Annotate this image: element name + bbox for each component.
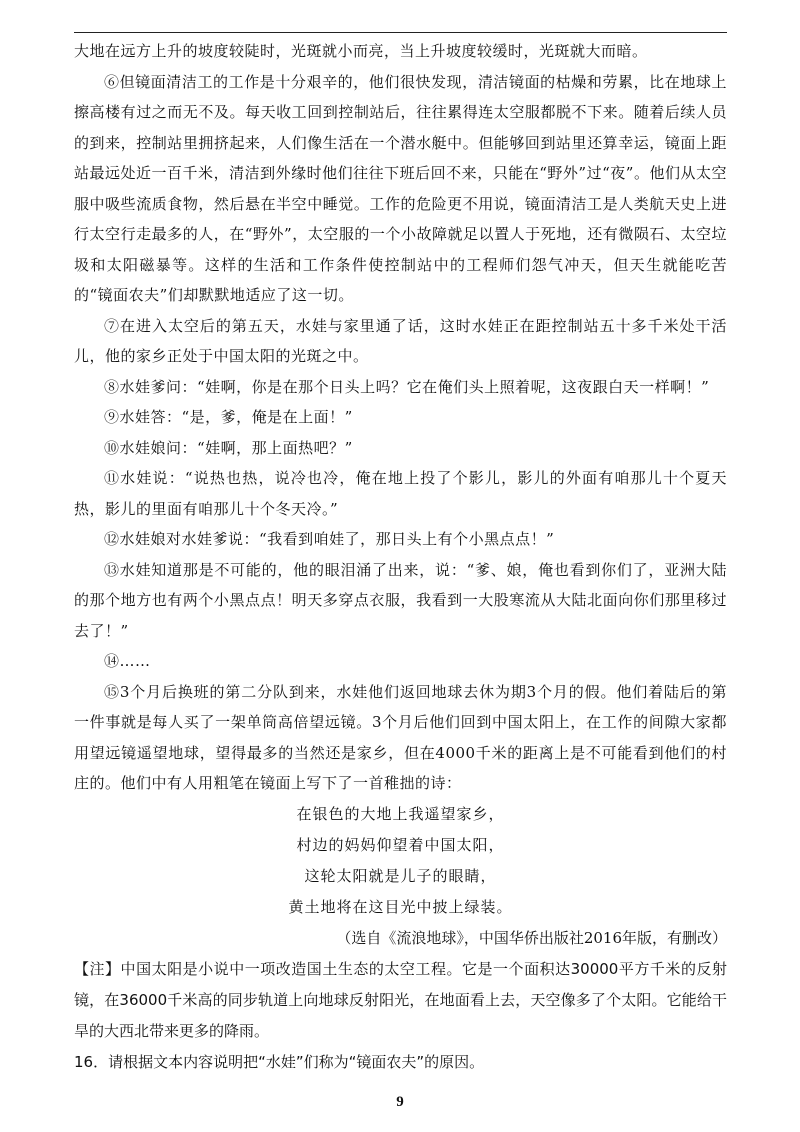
poem (74, 799, 727, 923)
poem-line: 在银色的大地上我遥望家乡， (296, 804, 505, 823)
footnote: 【注】中国太阳是小说中一项改造国土生态的太空工程。它是一个面积达30000平方千米的反射镜，在36000千米高的同步轨道上向地球反射阳光，在地面看上去，天空像多了个太阳。它能给干旱的大西北带来更多的降雨。 (74, 959, 727, 1040)
poem-line: 村边的妈妈仰望着中国太阳， (296, 835, 505, 854)
header-rule (74, 32, 727, 33)
poem-line: 这轮太阳就是儿子的眼睛， (304, 866, 497, 885)
paragraph-10: ⑩水娃娘问：“娃啊，那上面热吧？” (104, 438, 353, 457)
paragraph-9: ⑨水娃答：“是，爹，俺是在上面！” (104, 408, 353, 426)
poem-line: 黄土地将在这目光中披上绿装。 (288, 897, 513, 916)
paragraph-12: ⑫水娃娘对水娃爹说：“我看到咱娃了，那日头上有个小黑点点！” (104, 530, 555, 548)
source-citation: （选自《流浪地球》，中国华侨出版社2016年版，有删改） (336, 928, 727, 947)
document-body (74, 36, 727, 1078)
paragraph-7: ⑦在进入太空后的第五天，水娃与家里通了话，这时水娃正在距控制站五十多千米处干活儿，他的家乡正处于中国太阳的光斑之中。 (74, 316, 727, 365)
paragraph-8: ⑧水娃爹问：“娃啊，你是在那个日头上吗？它在俺们头上照着呢，这夜跟白天一样啊！” (104, 377, 710, 396)
paragraph-continuation: 大地在远方上升的坡度较陡时，光斑就小而亮，当上升坡度较缓时，光斑就大而暗。 (74, 42, 648, 60)
paragraph-6: ⑥但镜面清洁工的工作是十分艰辛的，他们很快发现，清洁镜面的枯燥和劳累，比在地球上擦高楼有过之而无不及。每天收工回到控制站后，往往累得连太空服都脱不下来。随着后续人员的到来，控制站里拥挤起来，人们像生活在一个潜水艇中。但能够回到站里还算幸运，镜面上距站最远处近一百千米，清洁到外缘时他们往往下班后回不来，只能在“野外”过“夜”。他们从太空服中吸些流质食物，然后悬在半空中睡觉。工作的危险更不用说，镜面清洁工是人类航天史上进行太空行走最多的人，在“野外”，太空服的一个小故障就足以置人于死地，还有微陨石、太空垃圾和太阳磁暴等。这样的生活和工作条件使控制站中的工程师们怨气冲天，但天生就能吃苦的“镜面农夫”们却默默地适应了这一切。 (74, 72, 727, 304)
question-16: 16．请根据文本内容说明把“水娃”们称为“镜面农夫”的原因。 (74, 1052, 485, 1071)
paragraph-11: ⑪水娃说：“说热也热，说冷也冷，俺在地上投了个影儿，影儿的外面有咱那儿十个夏天热，影儿的里面有咱那儿十个冬天冷。” (74, 469, 727, 518)
paragraph-13: ⑬水娃知道那是不可能的，他的眼泪涌了出来，说：“爹、娘，俺也看到你们了，亚洲大陆的那个地方也有两个小黑点点！明天多穿点衣服，我看到一大股寒流从大陆北面向你们那里移过去了！” (74, 560, 727, 640)
paragraph-15: ⑮3个月后换班的第二分队到来，水娃他们返回地球去休为期3个月的假。他们着陆后的第一件事就是每人买了一架单筒高倍望远镜。3个月后他们回到中国太阳上，在工作的间隙大家都用望远镜遥望地球，望得最多的当然还是家乡，但在4000千米的距离上是不可能看到他们的村庄的。他们中有人用粗笔在镜面上写下了一首稚拙的诗： (74, 682, 727, 792)
paragraph-14: ⑭…… (104, 652, 151, 670)
page-number: 9 (396, 1094, 404, 1110)
